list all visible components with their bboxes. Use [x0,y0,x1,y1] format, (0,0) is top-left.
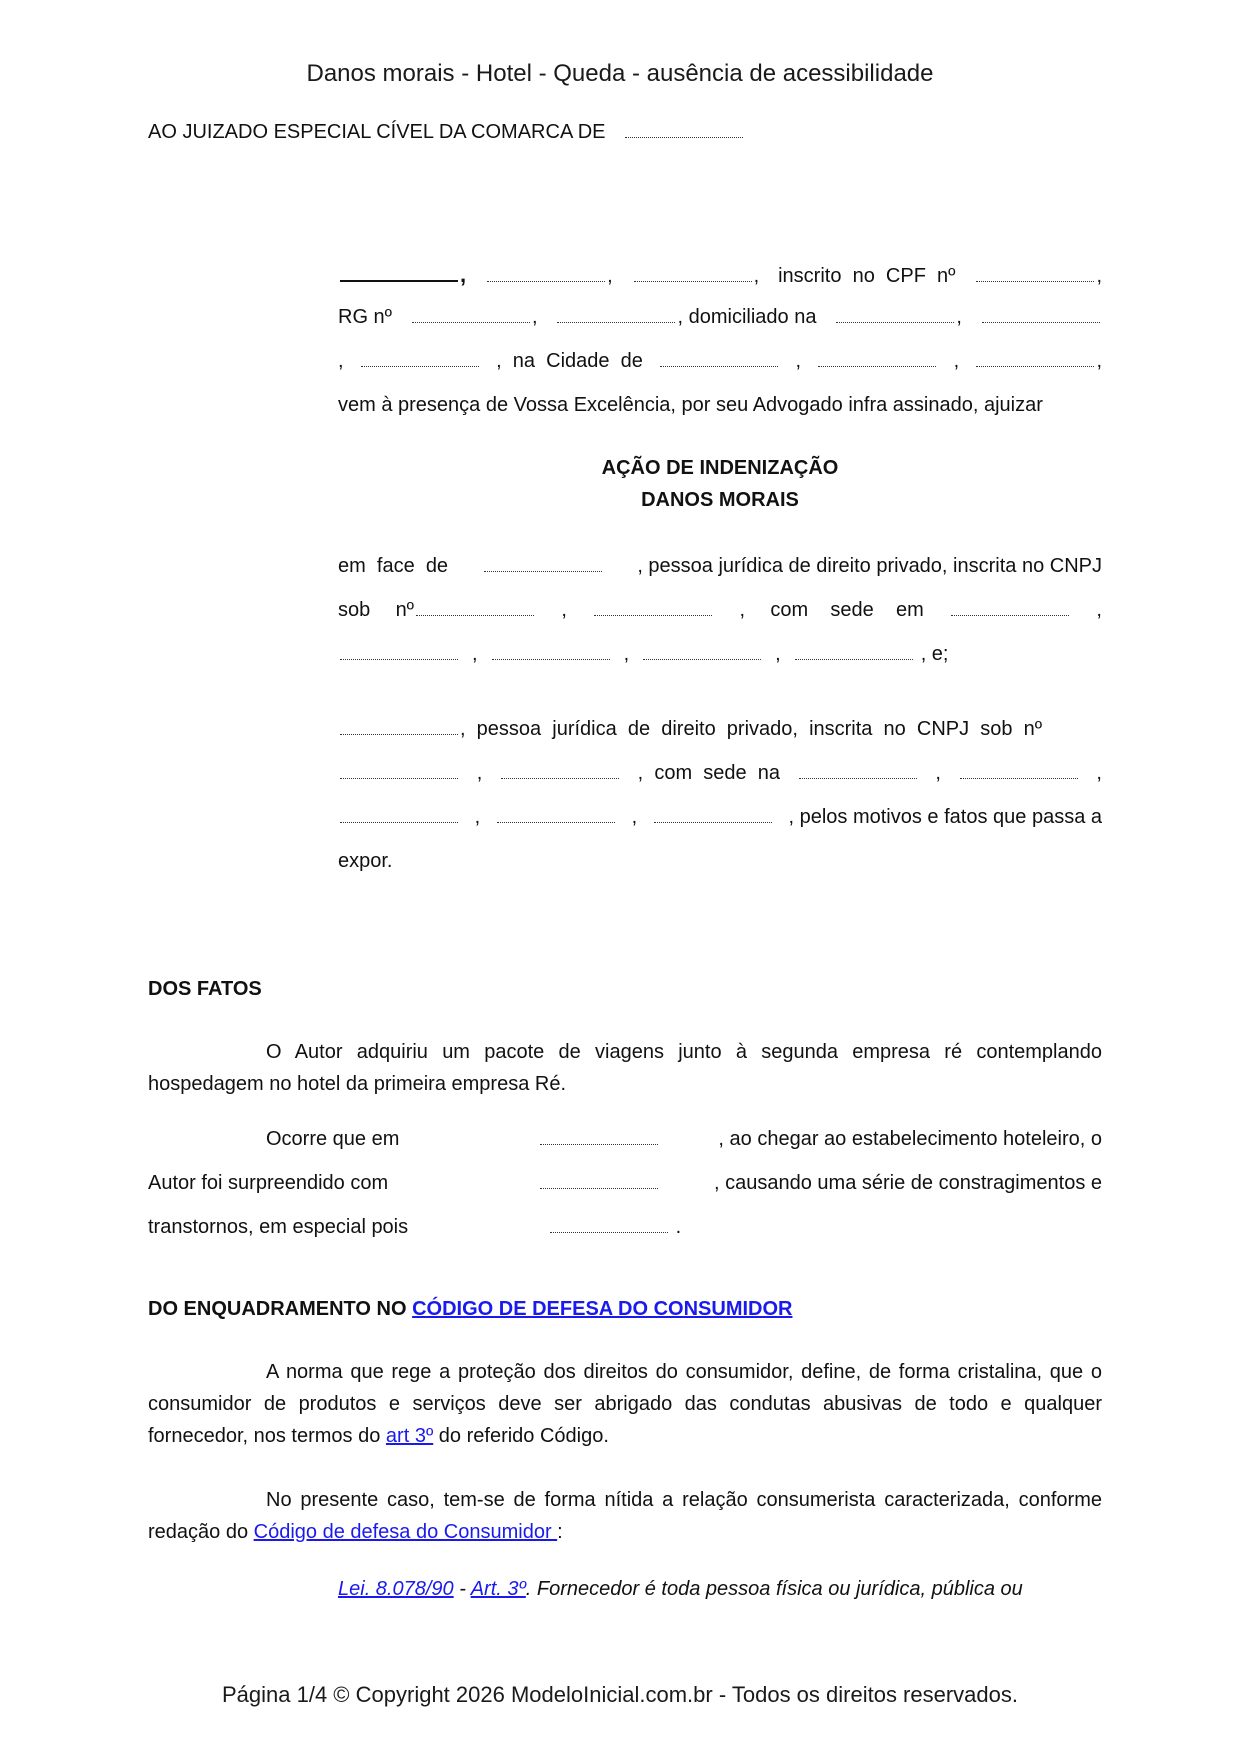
art3-link[interactable]: art 3º [385,1425,434,1447]
page-footer: Página 1/4 © Copyright 2026 ModeloInicial.com.br - Todos os direitos reservados. [222,1682,1018,1707]
blank-field-defendant1-district[interactable] [492,658,610,660]
section-heading-cdc: DO ENQUADRAMENTO NO CÓDIGO DE DEFESA DO CONSUMIDOR [148,1298,793,1320]
blank-field-defendant1-city[interactable] [643,658,761,660]
city-label: , na Cidade de [496,350,643,372]
blank-field-defendant2-cnpj[interactable] [340,777,458,779]
defendant1-line-2: sob nº , , com sede em , [338,599,1102,621]
blank-field-date[interactable] [540,1143,658,1145]
rg-label: RG nº [338,306,392,328]
qualification-line-3: , , na Cidade de , , , [338,350,1102,372]
action-title-line-1: AÇÃO DE INDENIZAÇÃO [601,457,839,479]
law-8078-link[interactable]: Lei. 8.078/90 [338,1578,454,1600]
defendant1-line-1: em face de , pessoa jurídica de direito privado, inscrita no CNPJ [338,555,1102,577]
blank-field-defendant2-extra[interactable] [501,777,619,779]
cdc-heading-link[interactable]: CÓDIGO DE DEFESA DO CONSUMIDOR [412,1298,793,1320]
blank-field-civil-status[interactable] [634,280,752,282]
blank-field-defendant2-district[interactable] [340,821,458,823]
blank-field-street[interactable] [836,321,954,323]
cdc-paragraph-1: A norma que rege a proteção dos direitos do consumidor, define, de forma cristalina, que o consumidor de produtos e serviços deve ser abrigado das condutas abusivas de todo e qualquer fornecedor, nos termos do art 3º do referido Código. [148,1361,1102,1447]
blank-field-rg-issuer[interactable] [557,321,675,323]
blank-field-defendant1-extra[interactable] [594,614,712,616]
blank-field-defendant2-state[interactable] [654,821,772,823]
facts-row-3: transtornos, em especial pois . [148,1216,682,1238]
blank-field-defendant2-street[interactable] [799,777,917,779]
blank-field-reason[interactable] [550,1231,668,1233]
action-title-line-2: DANOS MORAIS [641,489,799,511]
facts-paragraph-1: O Autor adquiriu um pacote de viagens junto à segunda empresa ré contemplando hospedagem no hotel da primeira empresa Ré. [148,1041,1102,1095]
cdc-code-link[interactable]: Código de defesa do Consumidor [253,1521,558,1543]
blank-field-rg[interactable] [412,321,530,323]
blank-field-defendant1-name[interactable] [484,570,602,572]
blank-field-defendant2-name[interactable] [340,733,458,735]
defendant1-line-3: , , , , e; [338,643,1102,666]
blank-field-city[interactable] [660,365,778,367]
qualification-line-2: RG nº , , domiciliado na , [338,306,1102,329]
defendant2-line-1: , pessoa jurídica de direito privado, inscrita no CNPJ sob nº [338,718,1102,741]
qualification-line-4: vem à presença de Vossa Excelência, por seu Advogado infra assinado, ajuizar [338,394,1043,416]
defendant2-line-4: expor. [338,850,393,872]
section-heading-facts: DOS FATOS [148,978,262,1000]
blank-field-number[interactable] [982,321,1100,323]
document-title: Danos morais - Hotel - Queda - ausência de acessibilidade [306,60,934,87]
court-addressee [148,121,745,144]
cpf-label: inscrito no CPF nº [778,265,956,287]
blank-field-defendant2-city[interactable] [497,821,615,823]
blank-field-nationality[interactable] [487,280,605,282]
blank-field-defendant1-number[interactable] [340,658,458,660]
blank-field-district[interactable] [361,365,479,367]
blank-field-comarca[interactable] [625,136,743,138]
cdc-paragraph-2: No presente caso, tem-se de forma nítida a relação consumerista caracterizada, conforme redação do Código de defesa do Consumidor : [148,1489,1102,1543]
defendant2-line-2: , , com sede na , , [338,762,1102,785]
facts-row-1: Ocorre que em , ao chegar ao estabelecimento hoteleiro, o [266,1128,1102,1150]
blank-field-zip[interactable] [976,365,1094,367]
blank-field-event[interactable] [540,1187,658,1189]
blank-field-state[interactable] [818,365,936,367]
art3-citation-link[interactable]: Art. 3º [470,1578,526,1600]
blank-field-cpf[interactable] [976,280,1094,282]
facts-row-2: Autor foi surpreendido com , causando uma série de constragimentos e [148,1172,1102,1194]
blank-field-defendant2-number[interactable] [960,777,1078,779]
blank-field-defendant1-street[interactable] [951,614,1069,616]
blank-field-defendant1-state[interactable] [795,658,913,660]
qualification-line-1: , , , inscrito no CPF nº , [338,262,1102,288]
defendant2-line-3: , , , pelos motivos e fatos que passa a [338,806,1102,829]
legal-citation: Lei. 8.078/90 - Art. 3º. Fornecedor é toda pessoa física ou jurídica, pública ou [338,1578,1023,1600]
court-label: AO JUIZADO ESPECIAL CÍVEL DA COMARCA DE [148,121,606,143]
blank-field-defendant1-cnpj[interactable] [416,614,534,616]
blank-field-name[interactable] [340,279,458,282]
